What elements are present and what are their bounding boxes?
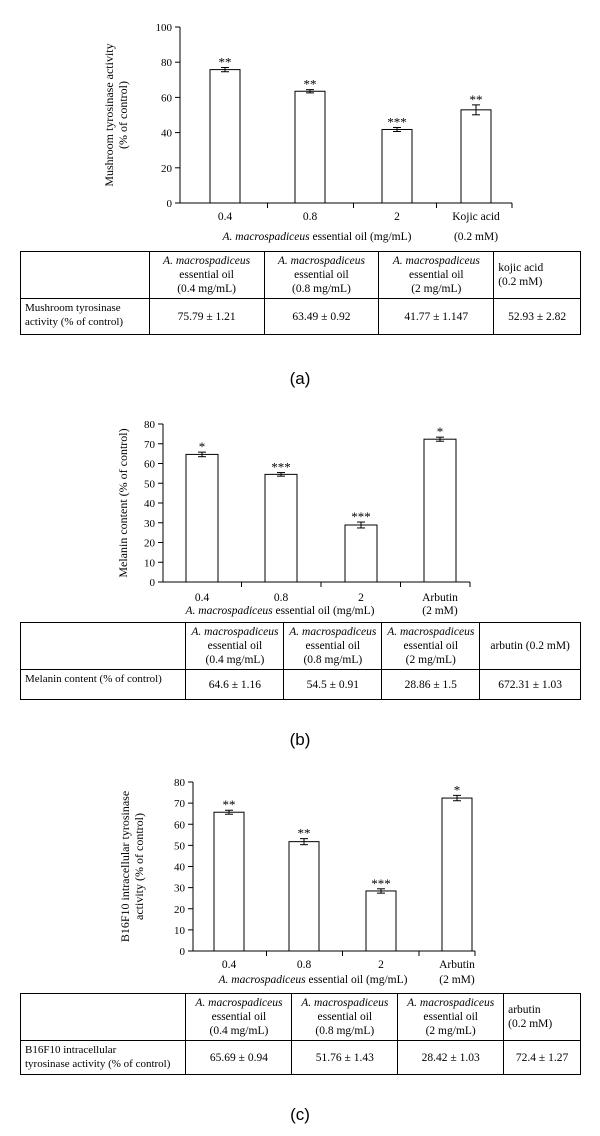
table-row	[21, 670, 581, 700]
y-axis-title: Mushroom tyrosinase activity	[102, 43, 116, 187]
y-axis-title: B16F10 intracellular tyrosinase	[118, 790, 132, 943]
x-category-sublabel: (2 mM)	[422, 605, 458, 617]
table-value-cell: 28.86 ± 1.5	[382, 670, 480, 700]
table-header-row	[21, 623, 581, 670]
panel-a	[0, 0, 600, 400]
table-value-cell: 54.5 ± 0.91	[284, 670, 382, 700]
x-axis-title-species: A. macrospadiceus	[222, 231, 310, 243]
table-row-label: Mushroom tyrosinase activity (% of control)	[21, 299, 150, 335]
table-value-cell: 28.42 ± 1.03	[398, 1041, 504, 1075]
y-tick-label: 0	[166, 198, 172, 210]
x-category-label: Arbutin	[439, 959, 475, 971]
y-tick-label: 40	[174, 861, 185, 874]
data-table-b	[20, 622, 581, 700]
significance-label: **	[218, 54, 232, 70]
x-category-label: 0.4	[194, 592, 210, 604]
table-value-cell: 63.49 ± 0.92	[264, 299, 379, 335]
table-header-cell: A. macrospadiceus essential oil (0.8 mg/mL)	[292, 994, 398, 1041]
significance-label: ***	[371, 875, 391, 891]
y-tick-label: 80	[161, 57, 172, 70]
x-category-label: 0.8	[273, 592, 289, 604]
significance-label: *	[436, 424, 444, 440]
y-tick-label: 100	[155, 22, 172, 34]
y-tick-label: 0	[149, 577, 155, 589]
significance-label: ***	[271, 459, 291, 475]
x-category-label: 2	[358, 592, 364, 604]
significance-label: **	[303, 76, 317, 92]
table-header-cell: A. macrospadiceus essential oil (0.4 mg/mL)	[186, 994, 292, 1041]
y-tick-label: 20	[161, 162, 172, 175]
x-axis-title-species: A. macrospadiceus	[218, 974, 306, 986]
y-tick-label: 70	[144, 438, 155, 451]
bar	[210, 70, 240, 203]
significance-label: ***	[351, 509, 371, 525]
bar	[424, 439, 456, 582]
table-header-cell: kojic acid (0.2 mM)	[494, 252, 581, 299]
y-tick-label: 20	[144, 537, 155, 550]
table-value-cell: 64.6 ± 1.16	[186, 670, 284, 700]
table-header-cell: arbutin (0.2 mM)	[480, 623, 581, 670]
y-tick-label: 30	[174, 882, 185, 895]
x-category-label: Arbutin	[422, 592, 458, 604]
y-tick-label: 70	[174, 798, 185, 811]
bar	[265, 474, 297, 582]
y-tick-label: 40	[161, 127, 172, 140]
x-axis-title-species: A. macrospadiceus	[185, 605, 273, 617]
y-tick-label: 80	[144, 419, 155, 431]
data-table-a	[20, 251, 581, 335]
table-value-cell: 672.31 ± 1.03	[480, 670, 581, 700]
table-header-cell: A. macrospadiceus essential oil (0.8 mg/mL)	[264, 252, 379, 299]
x-category-sublabel: (0.2 mM)	[453, 231, 499, 243]
table-header-row	[21, 994, 581, 1041]
significance-label: **	[297, 825, 311, 841]
panel-label-c: (c)	[290, 1105, 310, 1124]
table-corner-cell	[21, 252, 150, 299]
panel-b	[0, 405, 600, 765]
y-tick-label: 0	[179, 946, 185, 958]
table-header-cell: A. macrospadiceus essential oil (2 mg/mL)	[398, 994, 504, 1041]
table-header-cell: A. macrospadiceus essential oil (0.4 mg/mL)	[186, 623, 284, 670]
y-tick-label: 30	[144, 517, 155, 530]
x-axis-title	[222, 231, 412, 243]
bar	[382, 129, 412, 203]
bar	[214, 812, 244, 951]
table-value-cell: 75.79 ± 1.21	[149, 299, 264, 335]
y-tick-label: 60	[174, 819, 185, 832]
table-header-cell: A. macrospadiceus essential oil (2 mg/mL)	[379, 252, 494, 299]
x-axis-title	[185, 605, 375, 617]
bar	[186, 454, 218, 582]
significance-label: **	[222, 797, 236, 813]
chart-a	[0, 0, 600, 250]
y-tick-label: 10	[174, 924, 185, 937]
chart-c	[0, 775, 600, 995]
panel-c	[0, 775, 600, 1136]
panel-label-a: (a)	[289, 369, 311, 388]
x-axis-title-units: essential oil (mg/mL)	[272, 605, 375, 617]
table-corner-cell	[21, 994, 186, 1041]
table-value-cell: 51.76 ± 1.43	[292, 1041, 398, 1075]
y-axis-title: activity (% of control)	[132, 813, 146, 920]
chart-b	[0, 405, 600, 625]
table-value-cell: 65.69 ± 0.94	[186, 1041, 292, 1075]
significance-label: *	[453, 782, 461, 798]
bar	[345, 525, 377, 582]
x-category-label: Kojic acid	[452, 211, 500, 223]
y-axis-title: Melanin content (% of control)	[116, 428, 130, 578]
bar	[366, 891, 396, 951]
x-category-label: 2	[378, 959, 384, 971]
x-category-label: 0.4	[217, 211, 233, 223]
panel-label-b: (b)	[289, 730, 311, 749]
significance-label: *	[198, 439, 206, 455]
x-axis-title-units: essential oil (mg/mL)	[305, 974, 408, 986]
y-tick-label: 40	[144, 498, 155, 510]
table-header-cell: A. macrospadiceus essential oil (0.4 mg/mL)	[149, 252, 264, 299]
significance-label: **	[469, 91, 483, 107]
x-category-label: 2	[394, 211, 400, 223]
table-header-cell: A. macrospadiceus essential oil (0.8 mg/mL)	[284, 623, 382, 670]
table-corner-cell	[21, 623, 186, 670]
bar	[289, 842, 319, 951]
x-category-sublabel: (2 mM)	[439, 974, 475, 986]
y-tick-label: 60	[161, 92, 172, 105]
x-category-label: 0.4	[221, 959, 237, 971]
y-tick-label: 20	[174, 903, 185, 916]
table-value-cell: 52.93 ± 2.82	[494, 299, 581, 335]
x-category-label: 0.8	[296, 959, 312, 971]
x-axis-title-units: essential oil (mg/mL)	[309, 231, 412, 243]
table-value-cell: 72.4 ± 1.27	[504, 1041, 581, 1075]
x-category-label: 0.8	[302, 211, 318, 223]
y-tick-label: 50	[174, 840, 185, 853]
y-axis-title: (% of control)	[116, 81, 130, 149]
y-tick-label: 60	[144, 458, 155, 471]
table-row-label: Melanin content (% of control)	[21, 670, 186, 700]
table-row	[21, 1041, 581, 1075]
bar	[295, 91, 325, 203]
table-row-label: B16F10 intracellular tyrosinase activity (% of control)	[21, 1041, 186, 1075]
y-tick-label: 80	[174, 777, 185, 789]
table-header-cell: arbutin (0.2 mM)	[504, 994, 581, 1041]
table-row	[21, 299, 581, 335]
table-header-cell: A. macrospadiceus essential oil (2 mg/mL)	[382, 623, 480, 670]
table-header-row	[21, 252, 581, 299]
y-tick-label: 10	[144, 557, 155, 570]
table-value-cell: 41.77 ± 1.147	[379, 299, 494, 335]
significance-label: ***	[387, 114, 407, 130]
y-tick-label: 50	[144, 478, 155, 491]
data-table-c	[20, 993, 581, 1075]
bar	[461, 110, 491, 203]
x-axis-title	[218, 974, 408, 986]
bar	[442, 798, 472, 951]
